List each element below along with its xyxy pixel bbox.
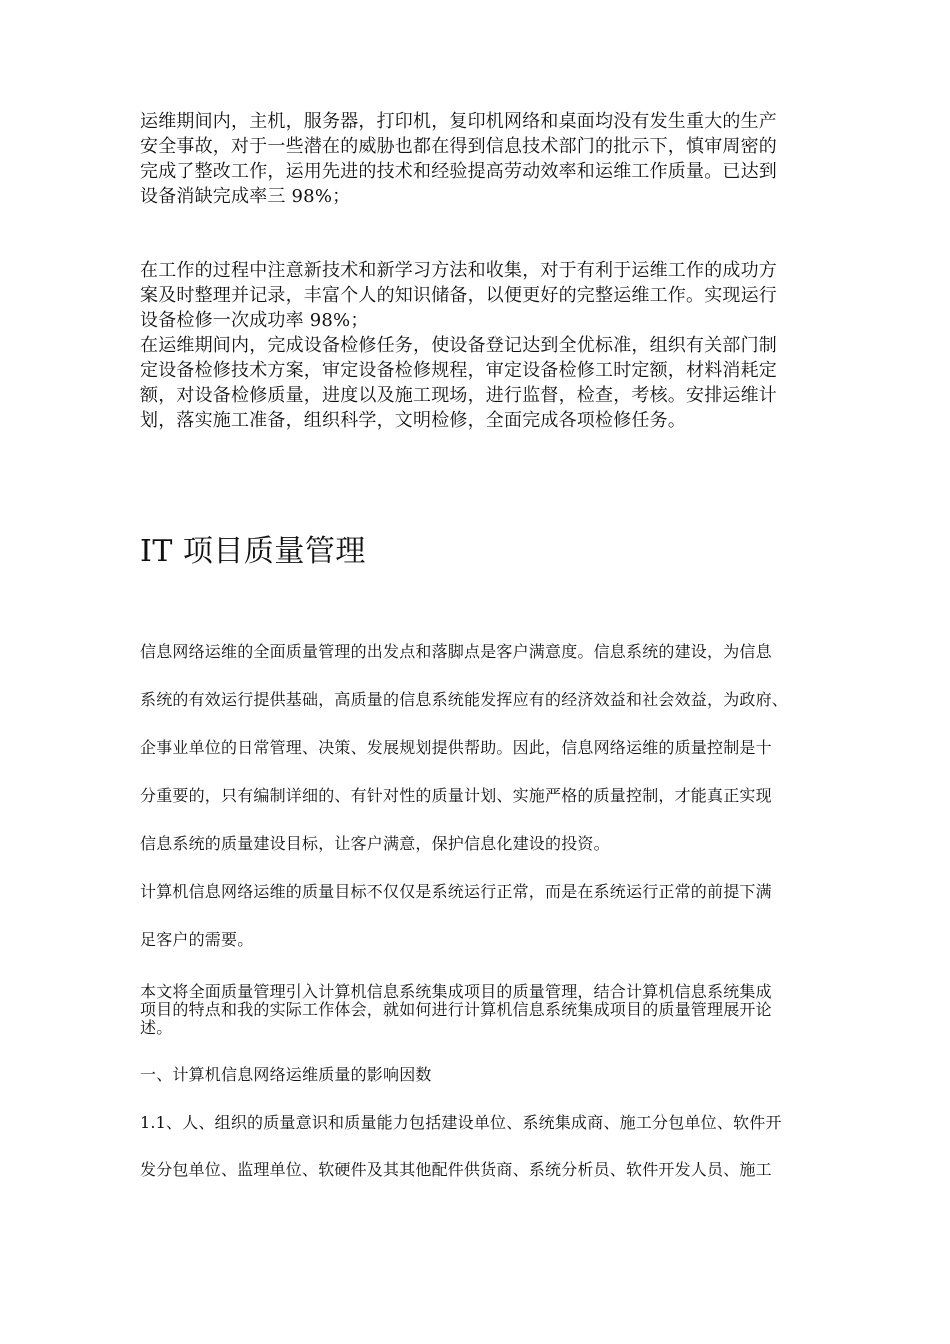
para3-line-5: 信息系统的质量建设目标，让客户满意，保护信息化建设的投资。 [140,834,610,853]
para4-line-3: 述。 [140,1018,173,1037]
para2-line-3: 设备检修一次成功率 98%； [140,310,369,331]
para1-line-1: 运维期间内，主机，服务器，打印机，复印机网络和桌面均没有发生重大的生产 [140,111,777,132]
para1-line-3: 完成了整改工作，运用先进的技术和经验提高劳动效率和运维工作质量。已达到 [140,161,777,182]
para2-line-5: 定设备检修技术方案，审定设备检修规程，审定设备检修工时定额，材料消耗定 [140,360,777,381]
section-heading: IT 项目质量管理 [140,534,366,569]
para3-line-2: 系统的有效运行提供基础，高质量的信息系统能发挥应有的经济效益和社会效益，为政府、 [140,690,789,709]
para2-line-2: 案及时整理并记录，丰富个人的知识储备，以便更好的完整运维工作。实现运行 [140,285,777,306]
para2-line-4: 在运维期间内，完成设备检修任务，使设备登记达到全优标准，组织有关部门制 [140,335,777,356]
para5-line-1: 1.1、人、组织的质量意识和质量能力包括建设单位、系统集成商、施工分包单位、软件开 [140,1113,782,1132]
section1-title: 一、计算机信息网络运维质量的影响因数 [140,1065,432,1084]
para5-line-2: 发分包单位、监理单位、软硬件及其其他配件供货商、系统分析员、软件开发人员、施工 [140,1160,772,1179]
para3-line-7: 足客户的需要。 [140,930,254,949]
para4-line-2: 项目的特点和我的实际工作体会，就如何进行计算机信息系统集成项目的质量管理展开论 [140,1000,772,1019]
para2-line-7: 划，落实施工准备，组织科学，文明检修，全面完成各项检修任务。 [140,410,686,431]
para2-line-1: 在工作的过程中注意新技术和新学习方法和收集，对于有利于运维工作的成功方 [140,260,777,281]
para4-line-1: 本文将全面质量管理引入计算机信息系统集成项目的质量管理，结合计算机信息系统集成 [140,982,772,1001]
para3-line-4: 分重要的，只有编制详细的、有针对性的质量计划、实施严格的质量控制，才能真正实现 [140,786,772,805]
para3-line-6: 计算机信息网络运维的质量目标不仅仅是系统运行正常，而是在系统运行正常的前提下满 [140,882,772,901]
para3-line-3: 企事业单位的日常管理、决策、发展规划提供帮助。因此，信息网络运维的质量控制是十 [140,738,772,757]
para2-line-6: 额，对设备检修质量，进度以及施工现场，进行监督，检查，考核。安排运维计 [140,385,777,406]
para1-line-4: 设备消缺完成率三 98%； [140,186,351,207]
para1-line-2: 安全事故，对于一些潜在的威胁也都在得到信息技术部门的批示下，慎审周密的 [140,136,777,157]
para3-line-1: 信息网络运维的全面质量管理的出发点和落脚点是客户满意度。信息系统的建设，为信息 [140,642,772,661]
